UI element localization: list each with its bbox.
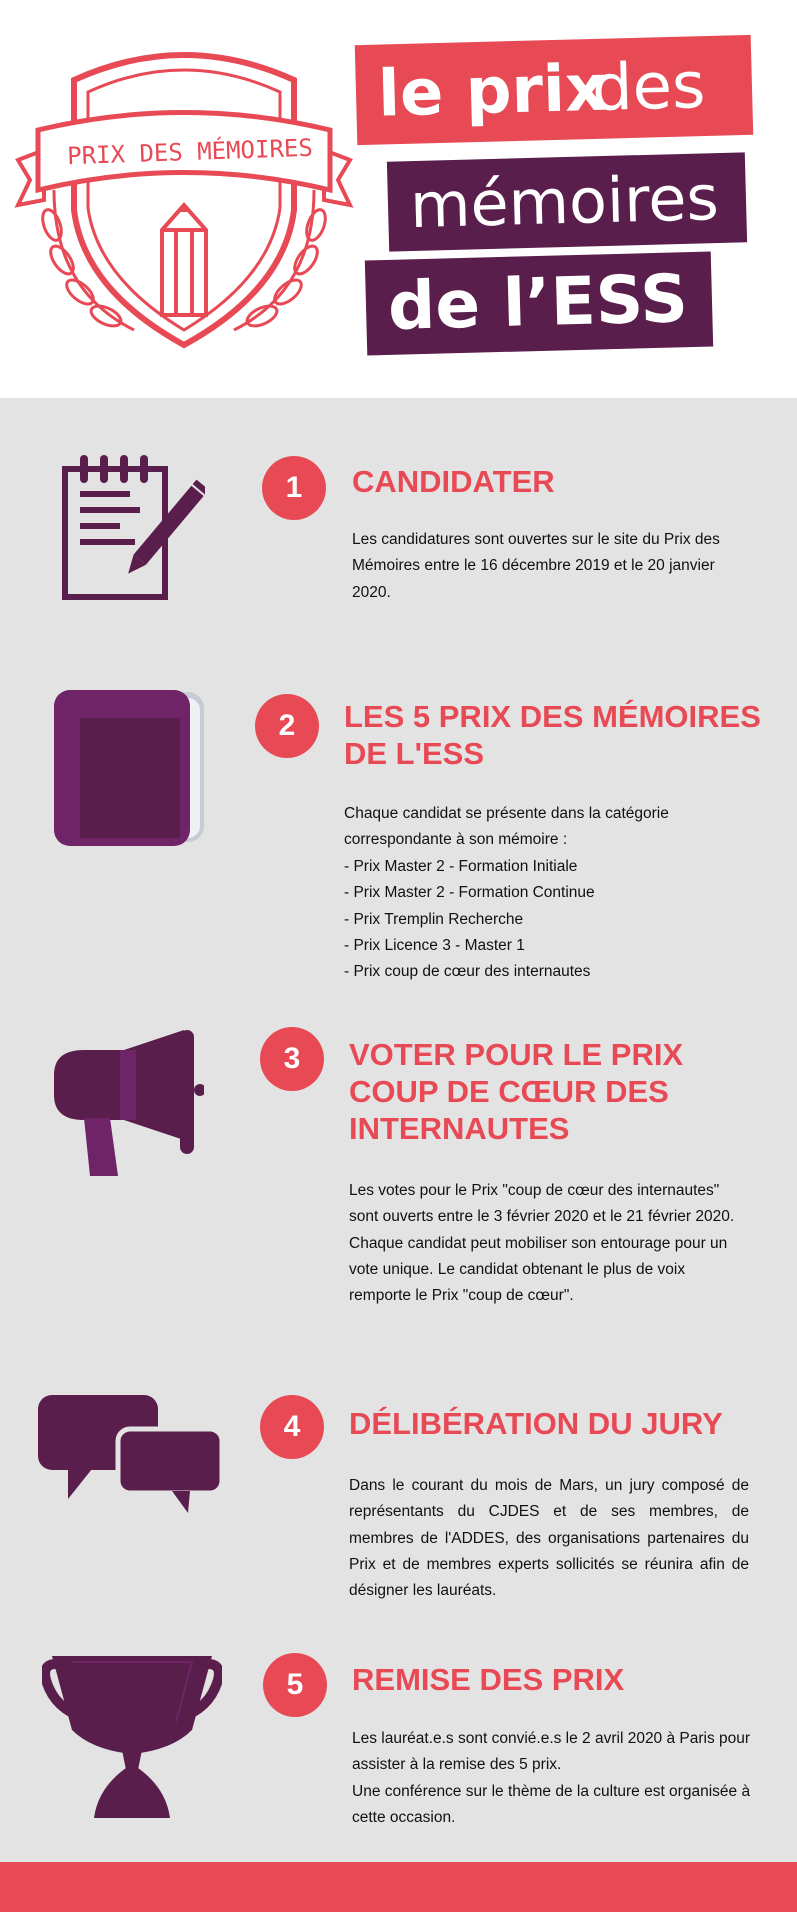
notepad-pencil-icon — [60, 455, 205, 605]
step-4-title: DÉLIBÉRATION DU JURY — [349, 1406, 723, 1441]
list-item: - Prix coup de cœur des internautes — [344, 963, 591, 981]
step-3-text: Les votes pour le Prix "coup de cœur des internautes" sont ouverts entre le 3 février 2020 et le 21 février 2020. Chaque candidat peut mobiliser son entourage pour un vote unique. Le candidat obtenant le plus de voix remporte le Prix "coup de cœur". — [349, 1182, 735, 1305]
step-3-number: 3 — [260, 1027, 324, 1091]
speech-bubbles-icon — [38, 1395, 222, 1515]
title-line-3-text: de l’ESS — [387, 260, 689, 345]
megaphone-icon — [54, 1030, 204, 1180]
book-icon — [54, 690, 204, 850]
step-2-number: 2 — [255, 694, 319, 758]
list-item: - Prix Master 2 - Formation Continue — [344, 884, 595, 902]
step-5-text-1: Les lauréat.e.s sont convié.e.s le 2 avril 2020 à Paris pour assister à la remise des 5 prix. — [352, 1730, 751, 1774]
title-line-1-bold: le prix — [377, 51, 608, 132]
step-2-title: LES 5 PRIX DES MÉMOIRES DE L'ESS — [344, 699, 761, 771]
step-4-number: 4 — [260, 1395, 324, 1459]
trophy-icon — [42, 1650, 222, 1820]
list-item: - Prix Master 2 - Formation Initiale — [344, 858, 578, 875]
footer-bar — [0, 1862, 797, 1912]
step-5-number: 5 — [263, 1653, 327, 1717]
step-1-text: Les candidatures sont ouvertes sur le site du Prix des Mémoires entre le 16 décembre 2019 et le 20 janvier 2020. — [352, 531, 720, 601]
title-line-2-text: mémoires — [409, 161, 720, 243]
step-3-title: VOTER POUR LE PRIX COUP DE CŒUR DES INTERNAUTES — [349, 1037, 684, 1146]
header — [0, 0, 797, 398]
title-line-1-light: des — [591, 49, 707, 126]
title-line-3 — [365, 251, 713, 355]
step-2-prize-list — [344, 854, 744, 985]
step-4-text: Dans le courant du mois de Mars, un jury composé de représentants du CJDES et de ses membres, de membres de l'ADDES, des organisations partenaires du Prix et de membres experts sollicités se réunira afin de désigner les lauréats. — [349, 1477, 749, 1600]
step-5-title: REMISE DES PRIX — [352, 1662, 625, 1697]
step-1-number: 1 — [262, 456, 326, 520]
title-line-2 — [387, 152, 747, 251]
badge-text: PRIX DES MÉMOIRES — [66, 133, 314, 171]
step-1-title: CANDIDATER — [352, 464, 555, 499]
step-5-text-2: Une conférence sur le thème de la culture est organisée à cette occasion. — [352, 1783, 751, 1827]
prix-des-memoires-badge-logo — [14, 40, 354, 360]
list-item: - Prix Licence 3 - Master 1 — [344, 936, 525, 954]
list-item: - Prix Tremplin Recherche — [344, 910, 524, 928]
step-2-intro: Chaque candidat se présente dans la catégorie correspondante à son mémoire : — [344, 805, 669, 849]
title-line-1 — [355, 35, 753, 145]
